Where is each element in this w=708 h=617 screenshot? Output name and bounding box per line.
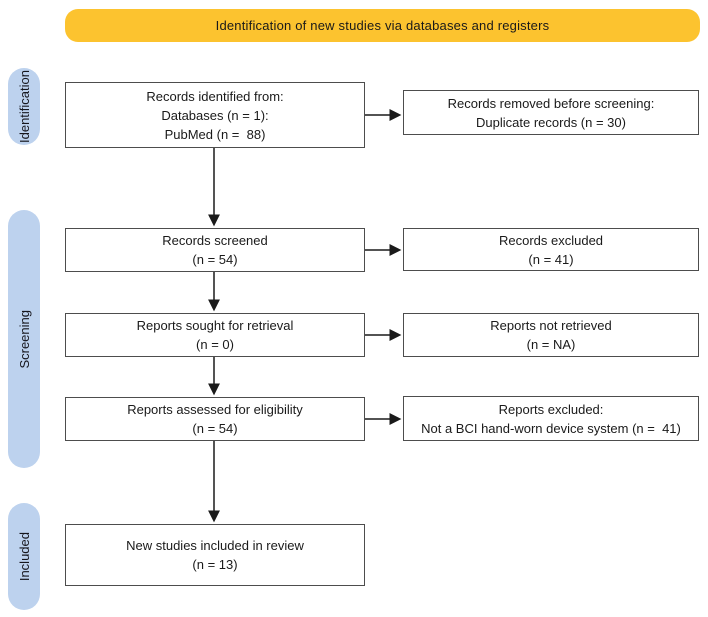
box-reports-not-retrieved-line: Reports not retrieved — [490, 318, 612, 333]
stage-label-included — [8, 503, 40, 610]
box-records-screened-line: Records screened — [162, 233, 268, 248]
box-studies-included — [65, 524, 365, 586]
box-records-identified-line: Databases (n = 1): — [161, 107, 269, 123]
box-reports-assessed — [65, 397, 365, 441]
box-reports-not-retrieved — [403, 313, 699, 357]
box-reports-excluded-line: Reports excluded: — [498, 401, 604, 417]
box-records-removed — [403, 90, 699, 135]
box-records-identified — [65, 82, 365, 148]
box-reports-assessed-line: (n = 54) — [192, 421, 238, 436]
box-studies-included-line: (n = 13) — [192, 557, 238, 572]
stage-label-identification-text: Identification — [16, 70, 32, 143]
box-reports-sought-line: Reports sought for retrieval — [136, 318, 294, 333]
box-records-screened — [65, 228, 365, 272]
box-records-excluded-line: Records excluded — [498, 232, 604, 248]
stage-label-identification — [8, 68, 40, 145]
stage-label-screening-text: Screening — [16, 309, 32, 369]
box-reports-not-retrieved-line: (n = NA) — [526, 337, 576, 352]
box-records-excluded — [403, 228, 699, 271]
banner-title: Identification of new studies via databases and registers — [65, 9, 700, 42]
box-records-identified-line: Records identified from: — [146, 88, 284, 104]
box-records-screened-line: (n = 54) — [192, 252, 238, 267]
box-reports-sought-line: (n = 0) — [196, 337, 234, 352]
stage-label-included-text: Included — [16, 531, 32, 582]
box-records-excluded-line: (n = 41) — [528, 251, 574, 267]
stage-label-screening — [8, 210, 40, 468]
box-reports-sought — [65, 313, 365, 357]
box-reports-excluded-line: Not a BCI hand-worn device system (n = 41) — [421, 420, 681, 436]
box-records-identified-line: PubMed (n = 88) — [164, 126, 266, 142]
box-records-removed-line: Duplicate records (n = 30) — [476, 114, 626, 130]
box-studies-included-line: New studies included in review — [126, 538, 304, 553]
box-records-removed-line: Records removed before screening: — [447, 95, 655, 111]
box-reports-excluded — [403, 396, 699, 441]
box-reports-assessed-line: Reports assessed for eligibility — [127, 402, 303, 417]
